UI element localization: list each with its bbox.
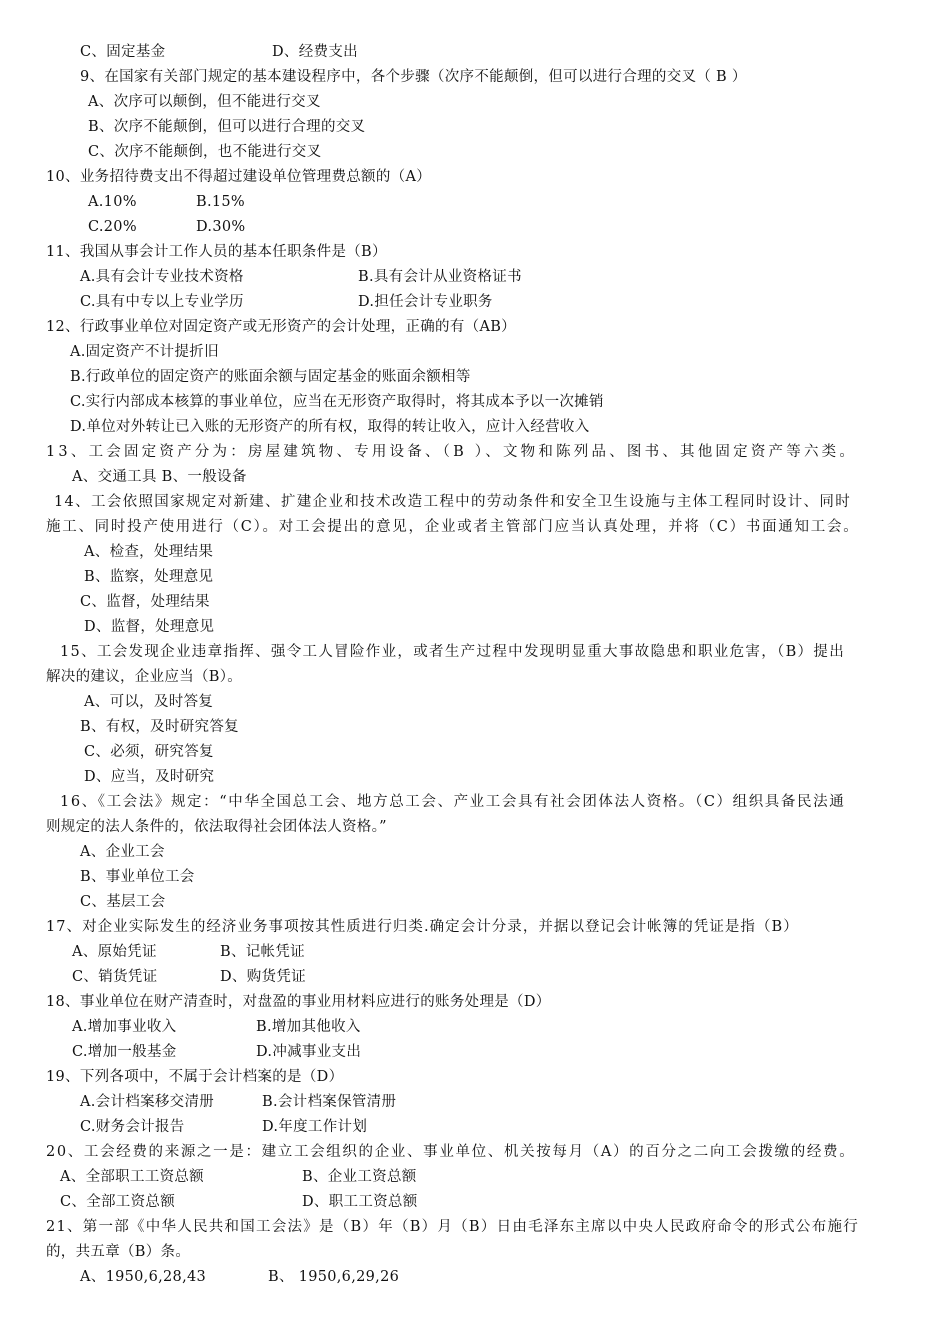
text-line: B、监察，处理意见 [84, 569, 214, 585]
text-line: A、全部职工工资总额 [60, 1169, 204, 1185]
text-line: C.实行内部成本核算的事业单位，应当在无形资产取得时，将其成本予以一次摊销 [70, 394, 604, 410]
text-line: 12、行政事业单位对固定资产或无形资产的会计处理，正确的有（AB） [46, 319, 516, 335]
text-line-option: D、职工工资总额 [302, 1194, 418, 1210]
text-line: C、全部工资总额 [60, 1194, 175, 1210]
text-line: C.增加一般基金 [72, 1044, 177, 1060]
text-line: B、事业单位工会 [80, 869, 195, 885]
text-line: B、有权，及时研究答复 [80, 719, 239, 735]
text-line: C、基层工会 [80, 894, 166, 910]
text-line: C、次序不能颠倒，也不能进行交叉 [88, 144, 322, 160]
text-line-option: D.冲减事业支出 [256, 1044, 362, 1060]
text-line: C.具有中专以上专业学历 [80, 294, 244, 310]
text-line: 19、下列各项中，不属于会计档案的是（D） [46, 1069, 344, 1085]
text-line: 15、工会发现企业违章指挥、强令工人冒险作业，或者生产过程中发现明显重大事故隐患和职业危害，（B）提出 [60, 644, 846, 660]
text-line: B.行政单位的固定资产的账面余额与固定基金的账面余额相等 [70, 369, 471, 385]
text-line: 解决的建议，企业应当（B）。 [46, 669, 243, 685]
text-line-option: B.会计档案保管清册 [262, 1094, 397, 1110]
text-line-option: B、企业工资总额 [302, 1169, 417, 1185]
text-line: 的，共五章（B）条。 [46, 1244, 191, 1260]
text-line: 20、工会经费的来源之一是：建立工会组织的企业、事业单位、机关按每月（A）的百分之二向工会拨缴的经费。 [46, 1144, 856, 1160]
text-line-option: D、经费支出 [272, 44, 358, 60]
text-line: A、原始凭证 [72, 944, 157, 960]
text-line: 11、我国从事会计工作人员的基本任职条件是（B） [46, 244, 387, 260]
text-line: D.单位对外转让已入账的无形资产的所有权，取得的转让收入，应计入经营收入 [70, 419, 590, 435]
text-line: 16、《工会法》规定：“中华全国总工会、地方总工会、产业工会具有社会团体法人资格。（C）组织具备民法通 [60, 794, 846, 810]
text-line: 则规定的法人条件的，依法取得社会团体法人资格。” [46, 819, 387, 835]
text-line: A、1950,6,28,43 [80, 1269, 207, 1285]
text-line: A.具有会计专业技术资格 [80, 269, 244, 285]
text-line-option: B、记帐凭证 [220, 944, 305, 960]
text-line: 21、第一部《中华人民共和国工会法》是（B）年（B）月（B）日由毛泽东主席以中央人民政府命令的形式公布施行 [46, 1219, 859, 1235]
text-line: D、应当，及时研究 [84, 769, 215, 785]
text-line: 18、事业单位在财产清查时，对盘盈的事业用材料应进行的账务处理是（D） [46, 994, 551, 1010]
text-line-option: D.年度工作计划 [262, 1119, 368, 1135]
text-line: C、销货凭证 [72, 969, 158, 985]
text-line: 10、业务招待费支出不得超过建设单位管理费总额的（A） [46, 169, 432, 185]
text-line: D、监督，处理意见 [84, 619, 215, 635]
text-line-option: D.30% [196, 219, 246, 235]
text-line: C、固定基金 [80, 44, 166, 60]
text-line: A、检查，处理结果 [84, 544, 214, 560]
text-line-option: B.增加其他收入 [256, 1019, 361, 1035]
text-line-option: D、购货凭证 [220, 969, 306, 985]
text-line: B、次序不能颠倒，但可以进行合理的交叉 [88, 119, 366, 135]
text-line: 14、工会依照国家规定对新建、扩建企业和技术改造工程中的劳动条件和安全卫生设施与主体工程同时设计、同时 [54, 494, 852, 510]
text-line: C、监督，处理结果 [80, 594, 210, 610]
text-line: A、次序可以颠倒，但不能进行交叉 [88, 94, 321, 110]
text-line: A.10% [88, 194, 137, 210]
text-line: C.20% [88, 219, 137, 235]
text-line: 施工、同时投产使用进行（C）。对工会提出的意见，企业或者主管部门应当认真处理，并将（C）书面通知工会。 [46, 519, 860, 535]
text-line-option: D.担任会计专业职务 [358, 294, 493, 310]
text-line-option: B、 1950,6,29,26 [268, 1269, 400, 1285]
text-line-option: B.15% [196, 194, 245, 210]
text-line: A、交通工具 B、一般设备 [72, 469, 247, 485]
text-line: C.财务会计报告 [80, 1119, 185, 1135]
text-line: A、企业工会 [80, 844, 165, 860]
text-line: A.固定资产不计提折旧 [70, 344, 219, 360]
text-line: A.增加事业收入 [72, 1019, 177, 1035]
text-line: A.会计档案移交清册 [80, 1094, 215, 1110]
text-line: 13、工会固定资产分为：房屋建筑物、专用设备、（B ）、文物和陈列品、图书、其他固定资产等六类。 [46, 444, 858, 460]
text-line: A、可以，及时答复 [84, 694, 214, 710]
text-line: 9、在国家有关部门规定的基本建设程序中，各个步骤（次序不能颠倒，但可以进行合理的交叉（ B ） [80, 69, 747, 85]
text-line: 17、对企业实际发生的经济业务事项按其性质进行归类.确定会计分录，并据以登记会计帐簿的凭证是指（B） [46, 919, 799, 935]
text-line: C、必须，研究答复 [84, 744, 214, 760]
text-line-option: B.具有会计从业资格证书 [358, 269, 522, 285]
